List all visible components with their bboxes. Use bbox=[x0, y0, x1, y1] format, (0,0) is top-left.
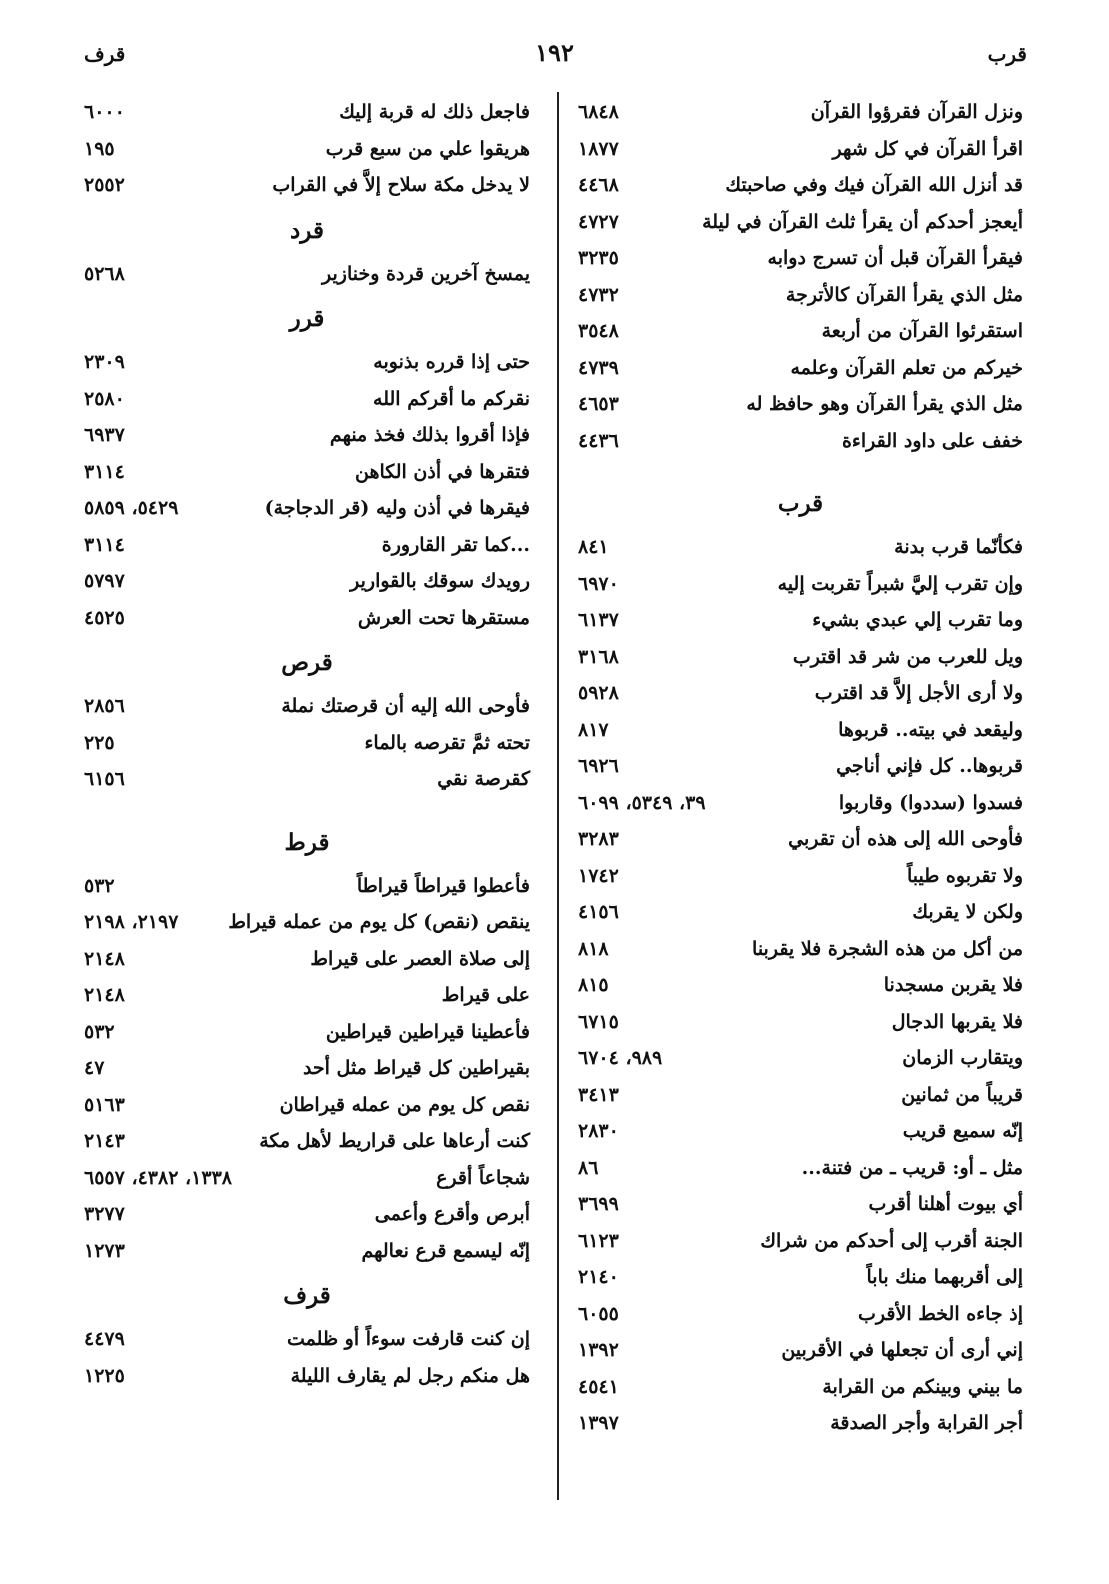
entry-text: فيقرها في أذن وليه (قر الدجاجة) bbox=[264, 497, 530, 519]
running-header-right: قرب bbox=[987, 42, 1027, 66]
entry-text: مثل الذي يقرأ القرآن كالأترجة bbox=[785, 283, 1023, 306]
index-entry bbox=[578, 897, 1023, 934]
index-entry bbox=[84, 1053, 530, 1090]
index-entry bbox=[84, 1361, 530, 1398]
entry-reference-number: ٣١١٤ bbox=[84, 533, 125, 556]
entry-reference-number: ٣٦٩٩ bbox=[578, 1193, 619, 1215]
entry-reference-number: ١٣٣٨، ٤٣٨٢، ٦٥٥٧ bbox=[84, 1166, 232, 1189]
entry-reference-number: ٢٣٠٩ bbox=[84, 351, 125, 373]
entry-text: فأعطوا قيراطاً قيراطاً bbox=[356, 874, 530, 897]
entry-reference-number: ٤٧٣٩ bbox=[578, 356, 619, 379]
index-entry bbox=[84, 170, 530, 207]
entry-text: تحته ثمَّ تقرصه بالماء bbox=[364, 731, 530, 754]
entry-reference-number: ٨٤١ bbox=[578, 536, 609, 558]
index-entry bbox=[578, 642, 1023, 679]
entry-reference-number: ١٣٩٢ bbox=[578, 1339, 619, 1361]
entry-reference-number: ٥٢٦٨ bbox=[84, 262, 125, 285]
entry-text: كنت أرعاها على قراريط لأهل مكة bbox=[259, 1130, 530, 1152]
entry-text: ولا أرى الأجل إلاَّ قد اقترب bbox=[814, 682, 1023, 704]
entry-text: فأوحى الله إلى هذه أن تقربي bbox=[788, 828, 1023, 850]
section-heading bbox=[84, 295, 530, 347]
entry-text: ...كما تقر القارورة bbox=[381, 533, 530, 556]
index-entry bbox=[84, 384, 530, 421]
entry-text: هل منكم رجل لم يقارف الليلة bbox=[290, 1364, 530, 1387]
entry-text: أبرص وأقرع وأعمى bbox=[374, 1203, 530, 1225]
index-entry bbox=[84, 1324, 530, 1361]
entry-text: فأعطينا قيراطين قيراطين bbox=[325, 1020, 530, 1043]
section-heading bbox=[84, 639, 530, 691]
page-number: ١٩٢ bbox=[535, 38, 574, 67]
entry-reference-number: ٩٨٩، ٦٧٠٤ bbox=[578, 1047, 663, 1069]
index-entry bbox=[578, 715, 1023, 752]
entry-reference-number: ٦١٣٧ bbox=[578, 609, 619, 631]
entry-reference-number: ١٣٩٧ bbox=[578, 1412, 619, 1434]
entry-text: ويتقارب الزمان bbox=[902, 1047, 1023, 1069]
entry-reference-number: ١٢٢٥ bbox=[84, 1364, 125, 1387]
entry-reference-number: ٣٩، ٥٣٤٩، ٦٠٩٩ bbox=[578, 791, 706, 814]
index-entry bbox=[84, 1236, 530, 1273]
entry-reference-number: ٤٧ bbox=[84, 1057, 105, 1079]
entry-text: ويل للعرب من شر قد اقترب bbox=[792, 645, 1023, 668]
index-entry bbox=[578, 134, 1023, 171]
index-entry bbox=[84, 1163, 530, 1200]
index-entry bbox=[578, 970, 1023, 1007]
index-entry bbox=[84, 603, 530, 640]
entry-reference-number: ٨١٨ bbox=[578, 937, 609, 960]
entry-reference-number: ١٩٥ bbox=[84, 137, 115, 160]
entry-reference-number: ٦٨٤٨ bbox=[578, 101, 619, 123]
entry-reference-number: ٤٦٥٣ bbox=[578, 393, 619, 415]
section-heading-text: قرد bbox=[290, 216, 324, 244]
entry-text: حتى إذا قرره بذنوبه bbox=[373, 351, 530, 373]
index-entry bbox=[578, 1043, 1023, 1080]
entry-reference-number: ٣٢٧٧ bbox=[84, 1203, 125, 1225]
index-entry bbox=[578, 1226, 1023, 1263]
index-entry bbox=[578, 1007, 1023, 1044]
entry-text: إلى أقربهما منك باباً bbox=[866, 1266, 1023, 1288]
entry-text: وليقعد في بيته.. قربوها bbox=[838, 718, 1023, 741]
entry-text: الجنة أقرب إلى أحدكم من شراك bbox=[760, 1229, 1023, 1252]
index-entry bbox=[578, 1299, 1023, 1336]
entry-text: مثل الذي يقرأ القرآن وهو حافظ له bbox=[746, 393, 1023, 415]
column-divider bbox=[557, 92, 559, 1500]
index-entry bbox=[84, 1126, 530, 1163]
index-entry bbox=[578, 751, 1023, 788]
index-entry bbox=[578, 1080, 1023, 1117]
entry-reference-number: ٢١٤٨ bbox=[84, 947, 125, 970]
section-heading bbox=[578, 480, 1023, 532]
entry-text: فسدوا (سددوا) وقاربوا bbox=[838, 791, 1023, 814]
section-heading-text: قرط bbox=[284, 828, 330, 856]
index-entry bbox=[578, 1189, 1023, 1226]
entry-text: أيعجز أحدكم أن يقرأ ثلث القرآن في ليلة bbox=[702, 210, 1023, 233]
entry-text: فاجعل ذلك له قربة إليك bbox=[339, 101, 530, 123]
entry-reference-number: ١٧٤٢ bbox=[578, 864, 619, 887]
index-entry bbox=[84, 871, 530, 908]
section-gap bbox=[84, 801, 530, 819]
entry-reference-number: ٣٥٤٨ bbox=[578, 320, 619, 342]
index-entry bbox=[578, 426, 1023, 463]
entry-reference-number: ٤٤٦٨ bbox=[578, 174, 619, 196]
entry-text: أي بيوت أهلنا أقرب bbox=[868, 1193, 1023, 1215]
index-entry bbox=[578, 1116, 1023, 1153]
index-entry bbox=[84, 530, 530, 567]
index-entry bbox=[84, 1090, 530, 1127]
index-entry bbox=[578, 824, 1023, 861]
entry-text: على قيراط bbox=[441, 984, 530, 1006]
entry-reference-number: ٤١٥٦ bbox=[578, 901, 619, 923]
section-heading-text: قرف bbox=[283, 1282, 331, 1309]
section-heading bbox=[84, 1272, 530, 1324]
section-gap bbox=[578, 462, 1023, 480]
entry-reference-number: ٣٢٣٥ bbox=[578, 247, 619, 269]
section-heading-text: قرص bbox=[281, 649, 333, 676]
entry-reference-number: ٤٤٣٦ bbox=[578, 429, 619, 452]
entry-reference-number: ٦٠٠٠ bbox=[84, 101, 125, 123]
entry-text: نقص كل يوم من عمله قيراطان bbox=[279, 1093, 530, 1116]
entry-reference-number: ٥١٦٣ bbox=[84, 1093, 125, 1116]
entry-text: استقرئوا القرآن من أربعة bbox=[821, 320, 1023, 342]
index-entry bbox=[84, 907, 530, 944]
index-entry bbox=[578, 605, 1023, 642]
entry-reference-number: ٨١٥ bbox=[578, 974, 609, 996]
entry-text: خفف على داود القراءة bbox=[841, 429, 1023, 452]
index-entry bbox=[578, 678, 1023, 715]
entry-text: وما تقرب إلي عبدي بشيء bbox=[812, 609, 1023, 631]
entry-text: ينقص (نقص) كل يوم من عمله قيراط bbox=[228, 911, 530, 933]
entry-text: فأوحى الله إليه أن قرصتك نملة bbox=[281, 695, 530, 717]
entry-text: ونزل القرآن فقرؤوا القرآن bbox=[810, 101, 1023, 123]
entry-reference-number: ٣١٦٨ bbox=[578, 645, 619, 668]
index-entry bbox=[578, 788, 1023, 825]
entry-text: لا يدخل مكة سلاح إلاَّ في القراب bbox=[272, 174, 530, 196]
index-entry bbox=[84, 134, 530, 171]
entry-text: إلى صلاة العصر على قيراط bbox=[310, 947, 530, 970]
entry-reference-number: ٤٤٧٩ bbox=[84, 1328, 125, 1350]
index-entry bbox=[84, 1199, 530, 1236]
entry-reference-number: ٣٤١٣ bbox=[578, 1083, 619, 1106]
entry-text: نقركم ما أقركم الله bbox=[373, 387, 530, 410]
running-header-left: قرف bbox=[84, 42, 126, 66]
index-entry bbox=[578, 569, 1023, 606]
entry-reference-number: ٦٩٧٠ bbox=[578, 572, 619, 595]
entry-text: فلا يقربها الدجال bbox=[891, 1010, 1023, 1033]
entry-reference-number: ٢٨٥٦ bbox=[84, 695, 125, 717]
entry-text: مثل ـ أو: قريب ـ من فتنة... bbox=[801, 1156, 1023, 1179]
entry-text: ولا تقربوه طيباً bbox=[906, 864, 1023, 887]
entry-text: كقرصة نقي bbox=[437, 768, 530, 790]
entry-text: مستقرها تحت العرش bbox=[357, 606, 530, 629]
section-heading bbox=[84, 819, 530, 871]
index-entry bbox=[84, 259, 530, 296]
index-entry bbox=[578, 1262, 1023, 1299]
index-entry bbox=[84, 980, 530, 1017]
entry-reference-number: ٢٥٥٢ bbox=[84, 174, 125, 196]
entry-text: هريقوا علي من سبع قرب bbox=[325, 137, 530, 160]
entry-reference-number: ٢٢٥ bbox=[84, 731, 115, 754]
entry-text: خيركم من تعلم القرآن وعلمه bbox=[790, 356, 1023, 379]
entry-text: إنّه ليسمع قرع نعالهم bbox=[361, 1239, 530, 1262]
index-entry bbox=[578, 170, 1023, 207]
entry-text: فتقرها في أذن الكاهن bbox=[354, 460, 530, 483]
index-entry bbox=[578, 1335, 1023, 1372]
entry-reference-number: ١٨٧٧ bbox=[578, 137, 619, 160]
entry-reference-number: ١٢٧٣ bbox=[84, 1239, 125, 1262]
index-entry bbox=[84, 347, 530, 384]
entry-reference-number: ٨٦ bbox=[578, 1156, 599, 1179]
entry-reference-number: ٢١٩٧، ٢١٩٨ bbox=[84, 911, 179, 933]
entry-text: ولكن لا يقربك bbox=[912, 901, 1023, 923]
entry-text: إذ جاءه الخط الأقرب bbox=[858, 1302, 1023, 1325]
entry-reference-number: ٥٣٢ bbox=[84, 1020, 115, 1043]
index-entry bbox=[578, 1153, 1023, 1190]
entry-reference-number: ٦٧١٥ bbox=[578, 1010, 619, 1033]
index-entry bbox=[578, 353, 1023, 390]
entry-text: قريباً من ثمانين bbox=[901, 1083, 1023, 1106]
section-heading bbox=[84, 207, 530, 259]
entry-text: إن كنت قارفت سوءاً أو ظلمت bbox=[287, 1328, 530, 1350]
entry-reference-number: ٢٥٨٠ bbox=[84, 387, 125, 410]
entry-reference-number: ٥٩٢٨ bbox=[578, 682, 619, 704]
entry-text: وإن تقرب إليَّ شبراً تقربت إليه bbox=[777, 572, 1023, 595]
index-entry bbox=[578, 1408, 1023, 1445]
entry-text: إني أرى أن تجعلها في الأقربين bbox=[781, 1339, 1023, 1361]
entry-text: فيقرأ القرآن قبل أن تسرج دوابه bbox=[767, 247, 1023, 269]
index-entry bbox=[84, 764, 530, 801]
entry-text: إنّه سميع قريب bbox=[902, 1120, 1023, 1142]
entry-reference-number: ٤٧٢٧ bbox=[578, 210, 619, 233]
index-entry bbox=[84, 97, 530, 134]
entry-reference-number: ٣١١٤ bbox=[84, 460, 125, 483]
left-column bbox=[84, 97, 530, 1397]
entry-text: أجر القرابة وأجر الصدقة bbox=[830, 1412, 1023, 1434]
index-entry bbox=[578, 532, 1023, 569]
entry-reference-number: ٤٧٣٢ bbox=[578, 283, 619, 306]
entry-reference-number: ٦٩٢٦ bbox=[578, 755, 619, 777]
entry-reference-number: ٥٤٢٩، ٥٨٥٩ bbox=[84, 497, 179, 519]
index-entry bbox=[84, 420, 530, 457]
index-entry bbox=[84, 691, 530, 728]
entry-reference-number: ٦١٢٣ bbox=[578, 1229, 619, 1252]
entry-text: قربوها.. كل فإني أناجي bbox=[836, 755, 1023, 777]
entry-reference-number: ٢١٤٣ bbox=[84, 1130, 125, 1152]
entry-text: قد أنزل الله القرآن فيك وفي صاحبتك bbox=[725, 174, 1023, 196]
entry-text: فكأنّما قرب بدنة bbox=[894, 536, 1023, 558]
entry-reference-number: ٢١٤٨ bbox=[84, 984, 125, 1006]
entry-text: ما بيني وبينكم من القرابة bbox=[822, 1375, 1023, 1398]
entry-reference-number: ٤٥٤١ bbox=[578, 1375, 619, 1398]
index-entry bbox=[578, 280, 1023, 317]
entry-reference-number: ٤٥٢٥ bbox=[84, 606, 125, 629]
index-entry bbox=[84, 566, 530, 603]
entry-text: فإذا أقروا بذلك فخذ منهم bbox=[329, 424, 530, 446]
entry-reference-number: ٥٣٢ bbox=[84, 874, 115, 897]
entry-text: يمسخ آخرين قردة وخنازير bbox=[322, 262, 530, 285]
index-entry bbox=[578, 934, 1023, 971]
entry-reference-number: ٥٧٩٧ bbox=[84, 570, 125, 592]
entry-reference-number: ٦١٥٦ bbox=[84, 768, 125, 790]
section-heading-text: قرر bbox=[289, 305, 325, 332]
entry-reference-number: ٣٢٨٣ bbox=[578, 828, 619, 850]
entry-reference-number: ٢١٤٠ bbox=[578, 1266, 619, 1288]
entry-text: اقرأ القرآن في كل شهر bbox=[832, 137, 1023, 160]
entry-text: فلا يقربن مسجدنا bbox=[883, 974, 1023, 996]
section-heading-text: قرب bbox=[777, 490, 824, 517]
index-entry bbox=[84, 493, 530, 530]
entry-text: من أكل من هذه الشجرة فلا يقربنا bbox=[752, 937, 1023, 960]
index-entry bbox=[578, 1372, 1023, 1409]
index-entry bbox=[84, 457, 530, 494]
entry-reference-number: ٢٨٣٠ bbox=[578, 1120, 619, 1142]
index-entry bbox=[578, 243, 1023, 280]
entry-reference-number: ٨١٧ bbox=[578, 718, 609, 741]
entry-text: رويدك سوقك بالقوارير bbox=[350, 570, 530, 592]
index-entry bbox=[578, 207, 1023, 244]
index-entry bbox=[578, 97, 1023, 134]
index-entry bbox=[84, 728, 530, 765]
entry-text: بقيراطين كل قيراط مثل أحد bbox=[302, 1057, 530, 1079]
index-entry bbox=[84, 1017, 530, 1054]
index-entry bbox=[84, 944, 530, 981]
index-entry bbox=[578, 861, 1023, 898]
entry-reference-number: ٦٠٥٥ bbox=[578, 1302, 619, 1325]
entry-text: شجاعاً أقرع bbox=[436, 1166, 530, 1189]
index-entry bbox=[578, 389, 1023, 426]
right-column bbox=[578, 97, 1023, 1445]
index-entry bbox=[578, 316, 1023, 353]
entry-reference-number: ٦٩٣٧ bbox=[84, 424, 125, 446]
